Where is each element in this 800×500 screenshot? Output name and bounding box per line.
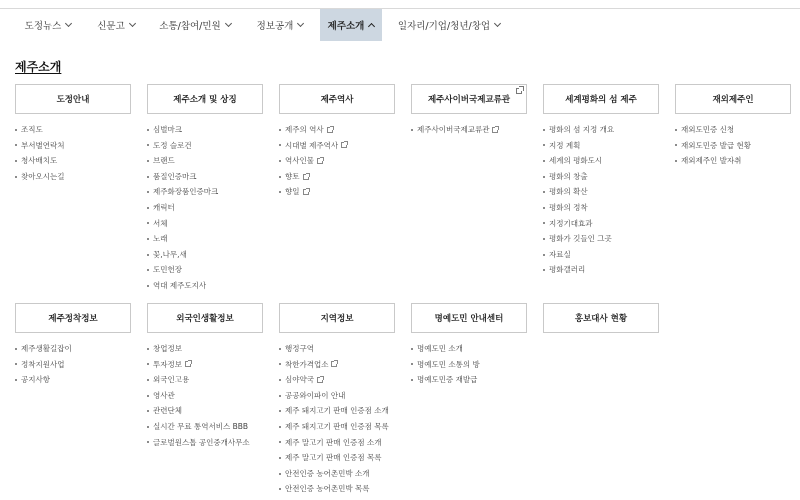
bullet-icon bbox=[147, 254, 149, 256]
card-label: 제주사이버국제교류관 bbox=[427, 95, 511, 105]
bullet-icon bbox=[543, 160, 545, 162]
menu-group-overseas-jeju bbox=[675, 84, 791, 169]
link-label: 브랜드 bbox=[153, 156, 175, 166]
list-item[interactable] bbox=[147, 372, 263, 388]
list-item[interactable] bbox=[411, 372, 527, 388]
link-label: 서체 bbox=[153, 218, 168, 228]
menu-group-history bbox=[279, 84, 395, 200]
list-item[interactable] bbox=[147, 169, 263, 185]
link-label: 평화갤러리 bbox=[549, 265, 586, 275]
list-item[interactable] bbox=[411, 357, 527, 373]
menu-group-symbols bbox=[147, 84, 263, 294]
card-regional-info[interactable]: 지역정보 bbox=[279, 303, 395, 333]
card-jeju-history[interactable]: 제주역사 bbox=[279, 84, 395, 114]
list-item[interactable] bbox=[279, 435, 395, 451]
bullet-icon bbox=[147, 426, 149, 428]
link-label: 꽃,나무,새 bbox=[153, 249, 187, 259]
bullet-icon bbox=[543, 144, 545, 146]
list-item[interactable] bbox=[543, 169, 659, 185]
list-item[interactable] bbox=[543, 231, 659, 247]
list-item[interactable] bbox=[279, 153, 395, 169]
list-item[interactable] bbox=[147, 138, 263, 154]
link-label: 제주 돼지고기 판매 인증점 목록 bbox=[285, 421, 389, 431]
bullet-icon bbox=[15, 363, 17, 365]
nav-item-news[interactable] bbox=[15, 9, 81, 41]
bullet-icon bbox=[411, 363, 413, 365]
list-item[interactable] bbox=[411, 341, 527, 357]
menu-group-ambassador bbox=[543, 303, 659, 333]
bullet-icon bbox=[279, 160, 281, 162]
card-peace-island[interactable]: 세계평화의 섬 제주 bbox=[543, 84, 659, 114]
link-label: 평화가 깃들인 그곳 bbox=[549, 234, 612, 244]
list-item[interactable] bbox=[147, 153, 263, 169]
list-item[interactable] bbox=[279, 341, 395, 357]
external-link-icon bbox=[317, 377, 323, 383]
link-label: 시대별 제주역사 bbox=[285, 140, 339, 150]
menu-group-foreigner-info bbox=[147, 303, 263, 450]
list-item[interactable] bbox=[543, 138, 659, 154]
external-link-icon bbox=[492, 127, 498, 133]
bullet-icon bbox=[147, 379, 149, 381]
link-label: 창업정보 bbox=[153, 344, 182, 353]
bullet-icon bbox=[543, 269, 545, 271]
link-label: 심벌마크 bbox=[153, 125, 182, 134]
list-item[interactable] bbox=[15, 341, 131, 357]
bullet-icon bbox=[147, 348, 149, 350]
nav-label: 소통/참여/민원 bbox=[159, 21, 221, 32]
bullet-icon bbox=[279, 457, 281, 459]
link-list bbox=[411, 341, 527, 388]
link-label: 품질인증마크 bbox=[153, 171, 197, 181]
list-item[interactable] bbox=[147, 262, 263, 278]
link-label: 관련단체 bbox=[153, 406, 182, 416]
chevron-down-icon bbox=[494, 20, 501, 27]
link-label: 재외제주인 발자취 bbox=[681, 156, 742, 166]
link-label: 명예도민 소개 bbox=[417, 344, 463, 353]
link-label: 지정 계획 bbox=[549, 140, 581, 150]
chevron-down-icon bbox=[129, 20, 136, 27]
link-label: 명예도민 소통의 방 bbox=[417, 359, 480, 369]
external-link-icon bbox=[317, 158, 323, 164]
link-list bbox=[675, 122, 791, 169]
list-item[interactable] bbox=[15, 122, 131, 138]
link-label: 세계의 평화도시 bbox=[549, 156, 603, 166]
link-label: 자료실 bbox=[549, 249, 571, 259]
list-item[interactable] bbox=[279, 122, 395, 138]
bullet-icon bbox=[279, 191, 281, 193]
bullet-icon bbox=[279, 379, 281, 381]
bullet-icon bbox=[411, 348, 413, 350]
link-label: 제주 말고기 판매 인증점 목록 bbox=[285, 453, 382, 463]
link-label: 글로벌원스톱 공인중개사무소 bbox=[153, 437, 250, 447]
card-foreigner-info[interactable]: 외국인생활정보 bbox=[147, 303, 263, 333]
link-label: 노래 bbox=[153, 234, 168, 244]
link-label: 재외도민증 신청 bbox=[681, 125, 735, 134]
list-item[interactable] bbox=[15, 153, 131, 169]
nav-item-info-disclosure[interactable] bbox=[248, 9, 312, 41]
bullet-icon bbox=[675, 160, 677, 162]
bullet-icon bbox=[543, 129, 545, 131]
list-item[interactable] bbox=[279, 403, 395, 419]
bullet-icon bbox=[279, 144, 281, 146]
menu-group-honorary-citizen bbox=[411, 303, 527, 388]
bullet-icon bbox=[147, 176, 149, 178]
chevron-down-icon bbox=[65, 20, 72, 27]
card-honorary-citizen[interactable]: 명예도민 안내센터 bbox=[411, 303, 527, 333]
list-item[interactable] bbox=[147, 403, 263, 419]
list-item[interactable] bbox=[147, 122, 263, 138]
external-link-icon bbox=[327, 127, 333, 133]
bullet-icon bbox=[543, 238, 545, 240]
list-item[interactable] bbox=[279, 481, 395, 497]
external-link-icon bbox=[185, 361, 191, 367]
nav-item-jeju-intro[interactable] bbox=[320, 9, 382, 41]
bullet-icon bbox=[411, 129, 413, 131]
bullet-icon bbox=[147, 269, 149, 271]
link-label: 도정 슬로건 bbox=[153, 140, 192, 150]
external-link-icon bbox=[331, 361, 337, 367]
external-link-icon bbox=[303, 174, 309, 180]
link-label: 명예도민증 재발급 bbox=[417, 375, 478, 385]
list-item[interactable] bbox=[279, 450, 395, 466]
menu-group-regional-info bbox=[279, 303, 395, 497]
link-label: 역대 제주도지사 bbox=[153, 280, 207, 290]
bullet-icon bbox=[279, 395, 281, 397]
list-item[interactable] bbox=[147, 278, 263, 294]
list-item[interactable] bbox=[147, 200, 263, 216]
list-item[interactable] bbox=[279, 184, 395, 200]
list-item[interactable] bbox=[543, 200, 659, 216]
card-cyber-exchange[interactable] bbox=[411, 84, 527, 114]
list-item[interactable] bbox=[279, 169, 395, 185]
list-item[interactable] bbox=[675, 122, 791, 138]
link-label: 향토 bbox=[285, 171, 300, 181]
list-item[interactable] bbox=[147, 357, 263, 373]
list-item[interactable] bbox=[147, 341, 263, 357]
list-item[interactable] bbox=[147, 216, 263, 232]
bullet-icon bbox=[147, 285, 149, 287]
link-label: 청사배치도 bbox=[21, 156, 58, 166]
link-list bbox=[147, 341, 263, 450]
link-label: 제주사이버국제교류관 bbox=[417, 125, 490, 134]
link-list bbox=[543, 122, 659, 278]
list-item[interactable] bbox=[147, 231, 263, 247]
bullet-icon bbox=[675, 129, 677, 131]
bullet-icon bbox=[279, 426, 281, 428]
link-list bbox=[279, 341, 395, 497]
bullet-icon bbox=[279, 441, 281, 443]
list-item[interactable] bbox=[279, 138, 395, 154]
link-label: 조직도 bbox=[21, 125, 43, 134]
card-settlement-info[interactable]: 제주정착정보 bbox=[15, 303, 131, 333]
bullet-icon bbox=[543, 176, 545, 178]
nav-item-communication[interactable] bbox=[152, 9, 238, 41]
nav-item-petition[interactable] bbox=[88, 9, 144, 41]
list-item[interactable] bbox=[279, 419, 395, 435]
link-label: 영사관 bbox=[153, 390, 175, 400]
menu-group-settlement bbox=[15, 303, 131, 388]
link-label: 제주생활길잡이 bbox=[21, 344, 72, 353]
list-item[interactable] bbox=[543, 184, 659, 200]
bullet-icon bbox=[147, 395, 149, 397]
page-title: 제주소개 bbox=[15, 60, 62, 74]
card-jeju-symbols[interactable]: 제주소개 및 상징 bbox=[147, 84, 263, 114]
link-label: 안전인증 농어촌민박 소개 bbox=[285, 468, 370, 478]
link-label: 찾아오시는길 bbox=[21, 171, 65, 181]
link-label: 도민헌장 bbox=[153, 265, 182, 275]
list-item[interactable] bbox=[279, 388, 395, 404]
chevron-up-icon bbox=[368, 23, 375, 30]
link-label: 지정기대효과 bbox=[549, 218, 593, 228]
list-item[interactable] bbox=[15, 169, 131, 185]
link-label: 정착지원사업 bbox=[21, 359, 65, 369]
link-list bbox=[15, 341, 131, 388]
nav-item-jobs[interactable] bbox=[393, 9, 505, 41]
list-item[interactable] bbox=[147, 388, 263, 404]
bullet-icon bbox=[543, 254, 545, 256]
list-item[interactable] bbox=[147, 435, 263, 451]
link-label: 공공와이파이 안내 bbox=[285, 390, 346, 400]
link-label: 향일 bbox=[285, 187, 300, 197]
nav-label: 제주소개 bbox=[327, 21, 365, 32]
bullet-icon bbox=[411, 379, 413, 381]
list-item[interactable] bbox=[147, 419, 263, 435]
list-item[interactable] bbox=[147, 247, 263, 263]
bullet-icon bbox=[675, 144, 677, 146]
list-item[interactable] bbox=[543, 122, 659, 138]
bullet-icon bbox=[279, 410, 281, 412]
link-label: 착한가격업소 bbox=[285, 359, 329, 369]
bullet-icon bbox=[279, 363, 281, 365]
list-item[interactable] bbox=[15, 357, 131, 373]
link-label: 캐릭터 bbox=[153, 202, 175, 212]
list-item[interactable] bbox=[147, 184, 263, 200]
bullet-icon bbox=[147, 191, 149, 193]
bullet-icon bbox=[147, 144, 149, 146]
link-label: 실시간 무료 통역서비스 BBB bbox=[153, 421, 249, 431]
link-list bbox=[411, 122, 527, 138]
external-link-icon bbox=[303, 189, 309, 195]
menu-group-cyber-exchange bbox=[411, 84, 527, 138]
external-link-icon bbox=[516, 88, 522, 94]
bullet-icon bbox=[543, 191, 545, 193]
chevron-down-icon bbox=[225, 20, 232, 27]
link-label: 평화의 창출 bbox=[549, 171, 588, 181]
link-label: 제주 돼지고기 판매 인증점 소개 bbox=[285, 406, 389, 416]
link-label: 안전인증 농어촌민박 목록 bbox=[285, 484, 370, 494]
link-label: 외국인고용 bbox=[153, 375, 190, 385]
list-item[interactable] bbox=[675, 138, 791, 154]
card-overseas-jeju[interactable]: 재외제주인 bbox=[675, 84, 791, 114]
link-label: 역사인물 bbox=[285, 156, 314, 166]
link-list bbox=[147, 122, 263, 294]
link-list bbox=[279, 122, 395, 200]
bullet-icon bbox=[15, 348, 17, 350]
bullet-icon bbox=[279, 348, 281, 350]
list-item[interactable] bbox=[675, 153, 791, 169]
nav-label: 도정뉴스 bbox=[24, 21, 62, 32]
list-item[interactable] bbox=[543, 153, 659, 169]
bullet-icon bbox=[15, 379, 17, 381]
link-list bbox=[15, 122, 131, 184]
link-label: 제주의 역사 bbox=[285, 125, 324, 134]
bullet-icon bbox=[15, 176, 17, 178]
main-nav bbox=[0, 9, 800, 41]
link-label: 행정구역 bbox=[285, 344, 314, 353]
card-ambassador-status[interactable]: 홍보대사 현황 bbox=[543, 303, 659, 333]
list-item[interactable] bbox=[279, 466, 395, 482]
bullet-icon bbox=[279, 129, 281, 131]
list-item[interactable] bbox=[15, 372, 131, 388]
link-label: 평화의 확산 bbox=[549, 187, 588, 197]
bullet-icon bbox=[147, 363, 149, 365]
list-item[interactable] bbox=[15, 138, 131, 154]
bullet-icon bbox=[147, 222, 149, 224]
bullet-icon bbox=[279, 488, 281, 490]
link-label: 투자정보 bbox=[153, 359, 182, 369]
menu-group-peace-island bbox=[543, 84, 659, 278]
bullet-icon bbox=[147, 410, 149, 412]
bullet-icon bbox=[279, 473, 281, 475]
link-label: 제주 말고기 판매 인증점 소개 bbox=[285, 437, 382, 447]
bullet-icon bbox=[147, 238, 149, 240]
nav-label: 신문고 bbox=[97, 21, 125, 32]
list-item[interactable] bbox=[543, 262, 659, 278]
link-label: 평화의 정착 bbox=[549, 202, 588, 212]
bullet-icon bbox=[543, 222, 545, 224]
link-label: 부서별연락처 bbox=[21, 140, 65, 150]
list-item[interactable] bbox=[279, 357, 395, 373]
chevron-down-icon bbox=[297, 20, 304, 27]
bullet-icon bbox=[147, 207, 149, 209]
menu-group-government bbox=[15, 84, 131, 184]
list-item[interactable] bbox=[279, 372, 395, 388]
link-label: 심야약국 bbox=[285, 375, 314, 385]
list-item[interactable] bbox=[543, 216, 659, 232]
bullet-icon bbox=[147, 160, 149, 162]
bullet-icon bbox=[147, 129, 149, 131]
list-item[interactable] bbox=[543, 247, 659, 263]
nav-label: 일자리/기업/청년/창업 bbox=[397, 21, 491, 32]
external-link-icon bbox=[341, 142, 347, 148]
bullet-icon bbox=[147, 441, 149, 443]
card-government-guide[interactable]: 도정안내 bbox=[15, 84, 131, 114]
bullet-icon bbox=[15, 144, 17, 146]
nav-label: 정보공개 bbox=[256, 21, 294, 32]
link-label: 평화의 섬 지정 개요 bbox=[549, 125, 615, 134]
link-label: 공지사항 bbox=[21, 375, 50, 385]
bullet-icon bbox=[15, 160, 17, 162]
list-item[interactable] bbox=[411, 122, 527, 138]
link-label: 재외도민증 발급 현황 bbox=[681, 140, 751, 150]
link-label: 제주화장품인증마크 bbox=[153, 187, 219, 197]
bullet-icon bbox=[15, 129, 17, 131]
bullet-icon bbox=[543, 207, 545, 209]
bullet-icon bbox=[279, 176, 281, 178]
